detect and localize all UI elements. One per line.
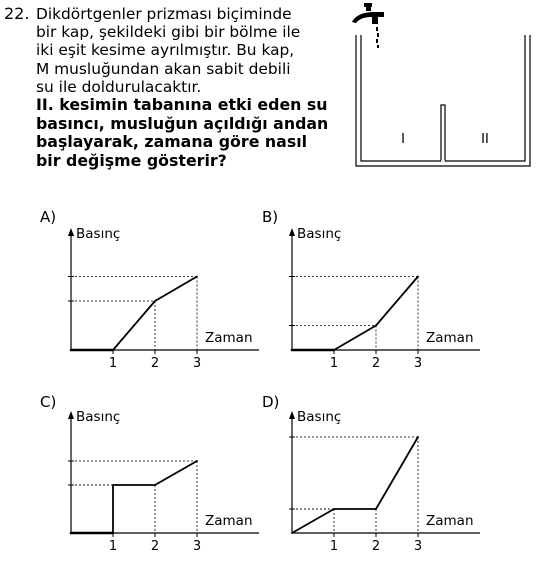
data-line-segment [376,277,418,326]
y-axis-label: Basınç [297,226,342,242]
x-tick-label: 1 [329,356,339,371]
y-axis-label: Basınç [76,409,121,425]
option-letter: C) [40,393,57,411]
x-tick-label: 3 [192,356,202,371]
container-diagram [352,3,530,166]
stem-line: su ile doldurulacaktır. [36,77,202,96]
tap-label: M [378,40,379,41]
x-tick-label: 3 [413,539,423,554]
y-axis-arrow [68,228,74,236]
partition-wall [441,105,445,161]
prompt-line: başlayarak, zamana göre nasıl [36,132,308,152]
x-tick-label: 2 [371,356,381,371]
data-line-segment [155,277,197,302]
answer-options [40,208,480,554]
prompt-line: bir değişme gösterir? [36,150,227,170]
data-line-segment [376,437,418,509]
option-c-graph [40,393,259,554]
stem-line: bir kap, şekildeki gibi bir bölme ile [36,23,301,42]
data-line-segment [113,301,155,350]
x-axis-label: Zaman [205,330,253,346]
x-axis-label: Zaman [426,330,474,346]
x-tick-label: 3 [192,539,202,554]
data-line-segment [334,326,376,351]
x-axis-label: Zaman [205,513,253,529]
stem-line: M musluğundan akan sabit debili [36,59,291,78]
prompt-line: II. kesimin tabanına etki eden su [36,95,328,114]
option-letter: B) [262,208,279,226]
x-tick-label: 2 [371,539,381,554]
y-axis-arrow [289,411,295,419]
x-axis-label: Zaman [426,513,474,529]
x-tick-label: 1 [329,539,339,554]
y-axis-arrow [289,228,295,236]
section-1-label: I [401,132,405,147]
stem-line: Dikdörtgenler prizması biçiminde [36,5,292,23]
x-tick-label: 1 [108,356,118,371]
data-line-segment [155,461,197,485]
y-axis-arrow [68,411,74,419]
stem-line: iki eşit kesime ayrılmıştır. Bu kap, [36,41,295,60]
x-tick-label: 2 [150,356,160,371]
data-line-segment [292,509,334,533]
y-axis-label: Basınç [76,226,121,242]
option-b-graph [262,208,480,371]
x-tick-label: 1 [108,539,118,554]
tap-icon [352,3,384,48]
x-tick-label: 3 [413,356,423,371]
option-letter: A) [40,208,57,226]
y-axis-label: Basınç [297,409,342,425]
option-letter: D) [262,393,280,411]
option-d-graph [262,393,480,554]
section-2-label: II [481,132,489,147]
question-number: 22. [4,4,30,23]
x-tick-label: 2 [150,539,160,554]
prompt-line: basıncı, musluğun açıldığı andan [36,113,329,133]
option-a-graph [40,208,259,371]
